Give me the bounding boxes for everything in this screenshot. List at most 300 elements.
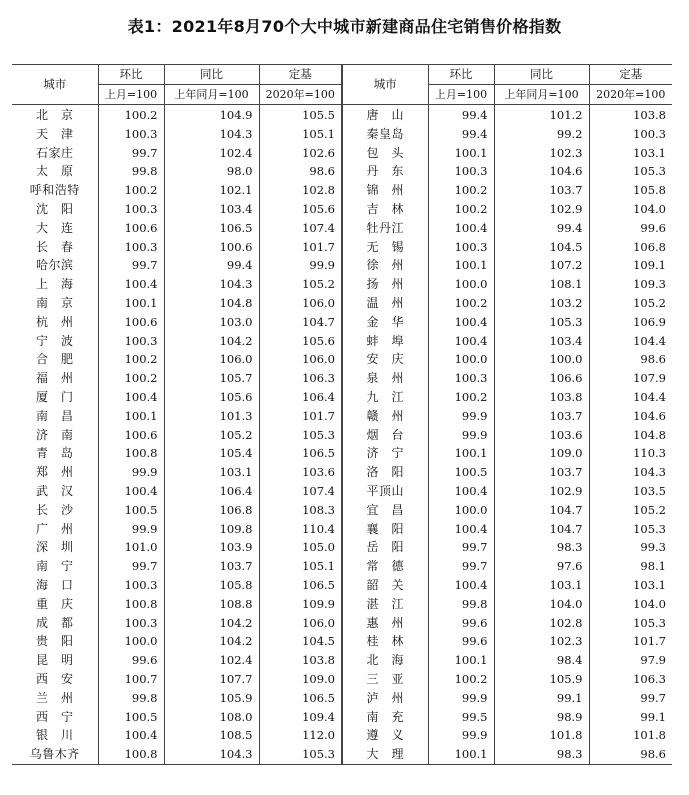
table-row [12, 614, 672, 633]
left-mom-cell: 99.7 [98, 144, 164, 163]
right-city-cell: 吉 林 [342, 200, 428, 219]
left-city-cell: 银 川 [35, 728, 74, 743]
right-mom-cell: 100.1 [428, 144, 494, 163]
right-yoy-cell: 103.4 [494, 332, 589, 351]
right-mom-cell: 99.5 [428, 708, 494, 727]
right-fixed-cell: 98.1 [589, 557, 672, 576]
left-fixed-cell: 108.3 [259, 501, 342, 520]
left-fixed-cell: 106.5 [259, 576, 342, 595]
table-row [12, 200, 672, 219]
right-fixed-cell: 106.8 [589, 238, 672, 257]
left-city-cell: 南 宁 [35, 559, 74, 574]
left-fixed-cell: 106.5 [259, 444, 342, 463]
left-fixed-cell: 101.7 [259, 238, 342, 257]
left-mom-cell: 100.3 [98, 238, 164, 257]
left-yoy-cell: 105.4 [164, 444, 259, 463]
left-city-cell: 西 宁 [35, 709, 74, 724]
left-yoy-cell: 105.2 [164, 426, 259, 445]
left-yoy-cell: 105.8 [164, 576, 259, 595]
left-yoy-cell: 104.2 [164, 332, 259, 351]
right-mom-cell: 100.2 [428, 200, 494, 219]
left-yoy-cell: 107.7 [164, 670, 259, 689]
right-mom-cell: 99.7 [428, 557, 494, 576]
table-row [12, 388, 672, 407]
right-fixed-cell: 105.3 [589, 614, 672, 633]
left-mom-cell: 100.3 [98, 200, 164, 219]
right-city-cell: 丹 东 [342, 162, 428, 181]
left-yoy-cell: 103.1 [164, 463, 259, 482]
left-mom-cell: 99.8 [98, 689, 164, 708]
right-yoy-cell: 102.3 [494, 632, 589, 651]
left-fixed-cell: 105.3 [259, 745, 342, 764]
left-yoy-cell: 104.3 [164, 275, 259, 294]
left-yoy-cell: 106.5 [164, 219, 259, 238]
right-fixed-cell: 104.6 [589, 407, 672, 426]
right-yoy-cell: 102.8 [494, 614, 589, 633]
right-city-cell: 遵 义 [342, 726, 428, 745]
table-row [12, 708, 672, 727]
right-fixed-cell: 107.9 [589, 369, 672, 388]
left-fixed-cell: 106.5 [259, 689, 342, 708]
left-mom-cell: 100.0 [98, 632, 164, 651]
left-yoy-cell: 108.8 [164, 595, 259, 614]
left-yoy-cell: 104.2 [164, 632, 259, 651]
left-mom-cell: 100.1 [98, 407, 164, 426]
left-fixed-cell: 106.0 [259, 614, 342, 633]
left-city-cell: 大 连 [35, 220, 74, 235]
left-fixed-cell: 106.4 [259, 388, 342, 407]
right-fixed-cell: 110.3 [589, 444, 672, 463]
right-fixed-cell: 104.0 [589, 200, 672, 219]
right-fixed-cell: 104.4 [589, 332, 672, 351]
header-yoy-base-left: 上年同月=100 [164, 85, 259, 105]
left-yoy-cell: 106.0 [164, 350, 259, 369]
right-fixed-cell: 99.6 [589, 219, 672, 238]
right-fixed-cell: 99.1 [589, 708, 672, 727]
header-yoy-right: 同比 [494, 65, 589, 85]
left-city-cell: 厦 门 [35, 389, 74, 404]
left-yoy-cell: 103.9 [164, 538, 259, 557]
right-yoy-cell: 105.3 [494, 313, 589, 332]
right-mom-cell: 100.4 [428, 332, 494, 351]
left-mom-cell: 100.2 [98, 181, 164, 200]
left-fixed-cell: 105.3 [259, 426, 342, 445]
left-city-cell: 长 春 [35, 239, 74, 254]
right-fixed-cell: 101.7 [589, 632, 672, 651]
left-fixed-cell: 106.0 [259, 294, 342, 313]
left-city-cell: 上 海 [35, 277, 74, 292]
right-city-cell: 包 头 [342, 144, 428, 163]
right-city-cell: 宜 昌 [342, 501, 428, 520]
left-city-cell: 广 州 [35, 521, 74, 536]
header-fixed-base-left: 2020年=100 [259, 85, 342, 105]
table-row [12, 144, 672, 163]
right-yoy-cell: 104.6 [494, 162, 589, 181]
table-row [12, 350, 672, 369]
left-yoy-cell: 105.6 [164, 388, 259, 407]
left-mom-cell: 100.8 [98, 745, 164, 764]
left-fixed-cell: 105.1 [259, 557, 342, 576]
left-city-cell: 天 津 [35, 126, 74, 141]
left-yoy-cell: 105.7 [164, 369, 259, 388]
left-yoy-cell: 104.8 [164, 294, 259, 313]
right-yoy-cell: 100.0 [494, 350, 589, 369]
left-mom-cell: 100.8 [98, 595, 164, 614]
right-city-cell: 岳 阳 [342, 538, 428, 557]
right-fixed-cell: 104.4 [589, 388, 672, 407]
right-mom-cell: 99.6 [428, 614, 494, 633]
left-city-cell: 南 京 [35, 295, 74, 310]
price-index-table [12, 64, 672, 765]
right-mom-cell: 99.9 [428, 407, 494, 426]
right-fixed-cell: 98.6 [589, 745, 672, 764]
right-fixed-cell: 99.3 [589, 538, 672, 557]
right-mom-cell: 99.6 [428, 632, 494, 651]
left-yoy-cell: 108.5 [164, 726, 259, 745]
right-yoy-cell: 98.3 [494, 745, 589, 764]
left-yoy-cell: 101.3 [164, 407, 259, 426]
header-fixed-base-right: 2020年=100 [589, 85, 672, 105]
left-city-cell: 哈尔滨 [35, 258, 74, 273]
right-fixed-cell: 104.0 [589, 595, 672, 614]
right-yoy-cell: 103.7 [494, 407, 589, 426]
table-row [12, 238, 672, 257]
right-mom-cell: 100.3 [428, 162, 494, 181]
right-yoy-cell: 102.3 [494, 144, 589, 163]
right-mom-cell: 100.4 [428, 520, 494, 539]
table-row [12, 651, 672, 670]
left-city-cell: 济 南 [35, 427, 74, 442]
table-header [12, 65, 672, 105]
right-mom-cell: 99.9 [428, 726, 494, 745]
left-city-cell: 郑 州 [35, 465, 74, 480]
left-city-cell: 深 圳 [35, 540, 74, 555]
right-city-cell: 金 华 [342, 313, 428, 332]
header-city-right: 城市 [342, 65, 428, 105]
table-row [12, 576, 672, 595]
table-row [12, 557, 672, 576]
right-city-cell: 惠 州 [342, 614, 428, 633]
table-row [12, 520, 672, 539]
table-row [12, 444, 672, 463]
right-fixed-cell: 103.1 [589, 576, 672, 595]
right-mom-cell: 100.2 [428, 388, 494, 407]
right-yoy-cell: 107.2 [494, 256, 589, 275]
right-city-cell: 平顶山 [342, 482, 428, 501]
left-fixed-cell: 105.1 [259, 125, 342, 144]
left-mom-cell: 100.6 [98, 426, 164, 445]
right-mom-cell: 100.1 [428, 651, 494, 670]
right-fixed-cell: 105.2 [589, 501, 672, 520]
left-city-cell: 成 都 [35, 615, 74, 630]
right-mom-cell: 100.4 [428, 219, 494, 238]
right-city-cell: 烟 台 [342, 426, 428, 445]
right-yoy-cell: 103.8 [494, 388, 589, 407]
right-city-cell: 蚌 埠 [342, 332, 428, 351]
left-fixed-cell: 105.5 [259, 105, 342, 125]
left-city-cell: 宁 波 [35, 333, 74, 348]
left-city-cell: 武 汉 [35, 483, 74, 498]
right-mom-cell: 100.4 [428, 576, 494, 595]
right-city-cell: 三 亚 [342, 670, 428, 689]
left-fixed-cell: 101.7 [259, 407, 342, 426]
left-yoy-cell: 108.0 [164, 708, 259, 727]
right-fixed-cell: 109.3 [589, 275, 672, 294]
left-yoy-cell: 100.6 [164, 238, 259, 257]
left-fixed-cell: 105.0 [259, 538, 342, 557]
left-mom-cell: 100.2 [98, 369, 164, 388]
right-yoy-cell: 103.1 [494, 576, 589, 595]
left-mom-cell: 100.6 [98, 219, 164, 238]
right-city-cell: 温 州 [342, 294, 428, 313]
header-yoy-left: 同比 [164, 65, 259, 85]
right-fixed-cell: 103.5 [589, 482, 672, 501]
left-city-cell: 沈 阳 [35, 201, 74, 216]
header-mom-base-left: 上月=100 [98, 85, 164, 105]
right-city-cell: 安 庆 [342, 350, 428, 369]
table-row [12, 369, 672, 388]
left-mom-cell: 99.7 [98, 256, 164, 275]
right-city-cell: 常 德 [342, 557, 428, 576]
left-fixed-cell: 105.6 [259, 200, 342, 219]
header-mom-left: 环比 [98, 65, 164, 85]
right-city-cell: 牡丹江 [342, 219, 428, 238]
table-row [12, 482, 672, 501]
left-fixed-cell: 109.9 [259, 595, 342, 614]
right-mom-cell: 100.1 [428, 745, 494, 764]
right-city-cell: 无 锡 [342, 238, 428, 257]
right-fixed-cell: 97.9 [589, 651, 672, 670]
header-fixed-left: 定基 [259, 65, 342, 85]
right-mom-cell: 100.0 [428, 275, 494, 294]
left-yoy-cell: 103.0 [164, 313, 259, 332]
left-yoy-cell: 104.9 [164, 105, 259, 125]
right-city-cell: 赣 州 [342, 407, 428, 426]
right-city-cell: 襄 阳 [342, 520, 428, 539]
left-mom-cell: 100.1 [98, 294, 164, 313]
left-mom-cell: 99.9 [98, 520, 164, 539]
right-fixed-cell: 106.9 [589, 313, 672, 332]
right-mom-cell: 100.0 [428, 350, 494, 369]
table-row [12, 105, 672, 125]
left-city-cell: 昆 明 [35, 653, 74, 668]
right-mom-cell: 99.7 [428, 538, 494, 557]
right-yoy-cell: 102.9 [494, 200, 589, 219]
left-mom-cell: 100.3 [98, 125, 164, 144]
left-mom-cell: 99.8 [98, 162, 164, 181]
right-city-cell: 扬 州 [342, 275, 428, 294]
left-mom-cell: 99.7 [98, 557, 164, 576]
right-mom-cell: 100.2 [428, 294, 494, 313]
left-yoy-cell: 104.3 [164, 125, 259, 144]
left-city-cell: 石家庄 [35, 145, 74, 160]
left-mom-cell: 100.5 [98, 501, 164, 520]
right-mom-cell: 100.5 [428, 463, 494, 482]
right-yoy-cell: 103.2 [494, 294, 589, 313]
right-mom-cell: 100.0 [428, 501, 494, 520]
left-mom-cell: 100.3 [98, 576, 164, 595]
right-city-cell: 徐 州 [342, 256, 428, 275]
right-yoy-cell: 104.7 [494, 501, 589, 520]
right-yoy-cell: 105.9 [494, 670, 589, 689]
right-mom-cell: 99.8 [428, 595, 494, 614]
right-yoy-cell: 98.4 [494, 651, 589, 670]
right-yoy-cell: 99.2 [494, 125, 589, 144]
table-row [12, 670, 672, 689]
left-city-cell: 贵 阳 [35, 634, 74, 649]
right-fixed-cell: 104.8 [589, 426, 672, 445]
left-fixed-cell: 105.2 [259, 275, 342, 294]
right-fixed-cell: 98.6 [589, 350, 672, 369]
right-mom-cell: 100.2 [428, 181, 494, 200]
table-row [12, 501, 672, 520]
header-mom-base-right: 上月=100 [428, 85, 494, 105]
table-row [12, 332, 672, 351]
left-mom-cell: 101.0 [98, 538, 164, 557]
right-mom-cell: 99.4 [428, 105, 494, 125]
right-fixed-cell: 105.2 [589, 294, 672, 313]
right-yoy-cell: 101.8 [494, 726, 589, 745]
right-city-cell: 唐 山 [342, 105, 428, 125]
left-city-cell: 福 州 [35, 371, 74, 386]
left-mom-cell: 99.6 [98, 651, 164, 670]
right-yoy-cell: 103.7 [494, 463, 589, 482]
table-title: 表1：2021年8月70个大中城市新建商品住宅销售价格指数 [127, 17, 562, 36]
left-city-cell: 青 岛 [35, 446, 74, 461]
left-mom-cell: 100.8 [98, 444, 164, 463]
right-city-cell: 济 宁 [342, 444, 428, 463]
table-row [12, 689, 672, 708]
right-fixed-cell: 105.3 [589, 162, 672, 181]
right-mom-cell: 99.4 [428, 125, 494, 144]
left-fixed-cell: 107.4 [259, 219, 342, 238]
left-fixed-cell: 107.4 [259, 482, 342, 501]
left-yoy-cell: 105.9 [164, 689, 259, 708]
left-mom-cell: 100.4 [98, 482, 164, 501]
left-fixed-cell: 104.5 [259, 632, 342, 651]
right-fixed-cell: 109.1 [589, 256, 672, 275]
left-fixed-cell: 106.3 [259, 369, 342, 388]
header-city-left: 城市 [12, 65, 98, 105]
right-mom-cell: 99.9 [428, 426, 494, 445]
left-yoy-cell: 98.0 [164, 162, 259, 181]
left-yoy-cell: 102.1 [164, 181, 259, 200]
left-fixed-cell: 109.0 [259, 670, 342, 689]
left-mom-cell: 100.6 [98, 313, 164, 332]
right-fixed-cell: 106.3 [589, 670, 672, 689]
right-mom-cell: 100.1 [428, 444, 494, 463]
table-row [12, 275, 672, 294]
right-mom-cell: 100.2 [428, 670, 494, 689]
right-mom-cell: 100.3 [428, 238, 494, 257]
table-row [12, 426, 672, 445]
left-yoy-cell: 106.8 [164, 501, 259, 520]
right-city-cell: 大 理 [342, 745, 428, 764]
left-city-cell: 南 昌 [35, 408, 74, 423]
left-fixed-cell: 110.4 [259, 520, 342, 539]
right-yoy-cell: 108.1 [494, 275, 589, 294]
table-row [12, 407, 672, 426]
right-yoy-cell: 98.9 [494, 708, 589, 727]
table-row [12, 726, 672, 745]
right-fixed-cell: 99.7 [589, 689, 672, 708]
left-mom-cell: 100.4 [98, 726, 164, 745]
left-mom-cell: 100.4 [98, 388, 164, 407]
left-city-cell: 长 沙 [35, 502, 74, 517]
right-city-cell: 洛 阳 [342, 463, 428, 482]
left-fixed-cell: 102.6 [259, 144, 342, 163]
right-city-cell: 九 江 [342, 388, 428, 407]
table-row [12, 538, 672, 557]
left-yoy-cell: 109.8 [164, 520, 259, 539]
right-yoy-cell: 101.2 [494, 105, 589, 125]
left-fixed-cell: 109.4 [259, 708, 342, 727]
table-row [12, 632, 672, 651]
left-mom-cell: 100.5 [98, 708, 164, 727]
left-yoy-cell: 102.4 [164, 651, 259, 670]
right-yoy-cell: 99.1 [494, 689, 589, 708]
left-city-cell: 北 京 [35, 108, 74, 122]
right-yoy-cell: 99.4 [494, 219, 589, 238]
header-fixed-right: 定基 [589, 65, 672, 85]
right-city-cell: 秦皇岛 [342, 125, 428, 144]
table-row [12, 162, 672, 181]
right-yoy-cell: 102.9 [494, 482, 589, 501]
right-city-cell: 锦 州 [342, 181, 428, 200]
right-fixed-cell: 105.3 [589, 520, 672, 539]
right-fixed-cell: 104.3 [589, 463, 672, 482]
left-yoy-cell: 102.4 [164, 144, 259, 163]
left-fixed-cell: 112.0 [259, 726, 342, 745]
left-city-cell: 西 安 [35, 671, 74, 686]
right-yoy-cell: 104.5 [494, 238, 589, 257]
right-yoy-cell: 97.6 [494, 557, 589, 576]
right-mom-cell: 100.4 [428, 482, 494, 501]
right-city-cell: 桂 林 [342, 632, 428, 651]
right-city-cell: 南 充 [342, 708, 428, 727]
table-row [12, 745, 672, 764]
left-fixed-cell: 103.6 [259, 463, 342, 482]
left-mom-cell: 99.9 [98, 463, 164, 482]
right-mom-cell: 99.9 [428, 689, 494, 708]
left-yoy-cell: 103.4 [164, 200, 259, 219]
table-row [12, 294, 672, 313]
left-fixed-cell: 98.6 [259, 162, 342, 181]
right-yoy-cell: 98.3 [494, 538, 589, 557]
table-row [12, 313, 672, 332]
right-mom-cell: 100.1 [428, 256, 494, 275]
right-yoy-cell: 104.0 [494, 595, 589, 614]
left-city-cell: 重 庆 [35, 596, 74, 611]
right-fixed-cell: 101.8 [589, 726, 672, 745]
right-yoy-cell: 103.6 [494, 426, 589, 445]
right-fixed-cell: 103.1 [589, 144, 672, 163]
left-mom-cell: 100.4 [98, 275, 164, 294]
left-city-cell: 太 原 [35, 164, 74, 179]
left-fixed-cell: 99.9 [259, 256, 342, 275]
left-yoy-cell: 104.3 [164, 745, 259, 764]
right-mom-cell: 100.4 [428, 313, 494, 332]
table-row [12, 256, 672, 275]
right-city-cell: 湛 江 [342, 595, 428, 614]
table-row [12, 463, 672, 482]
left-city-cell: 乌鲁木齐 [12, 745, 98, 764]
header-mom-right: 环比 [428, 65, 494, 85]
table-row [12, 181, 672, 200]
left-mom-cell: 100.2 [98, 350, 164, 369]
left-fixed-cell: 106.0 [259, 350, 342, 369]
right-mom-cell: 100.3 [428, 369, 494, 388]
